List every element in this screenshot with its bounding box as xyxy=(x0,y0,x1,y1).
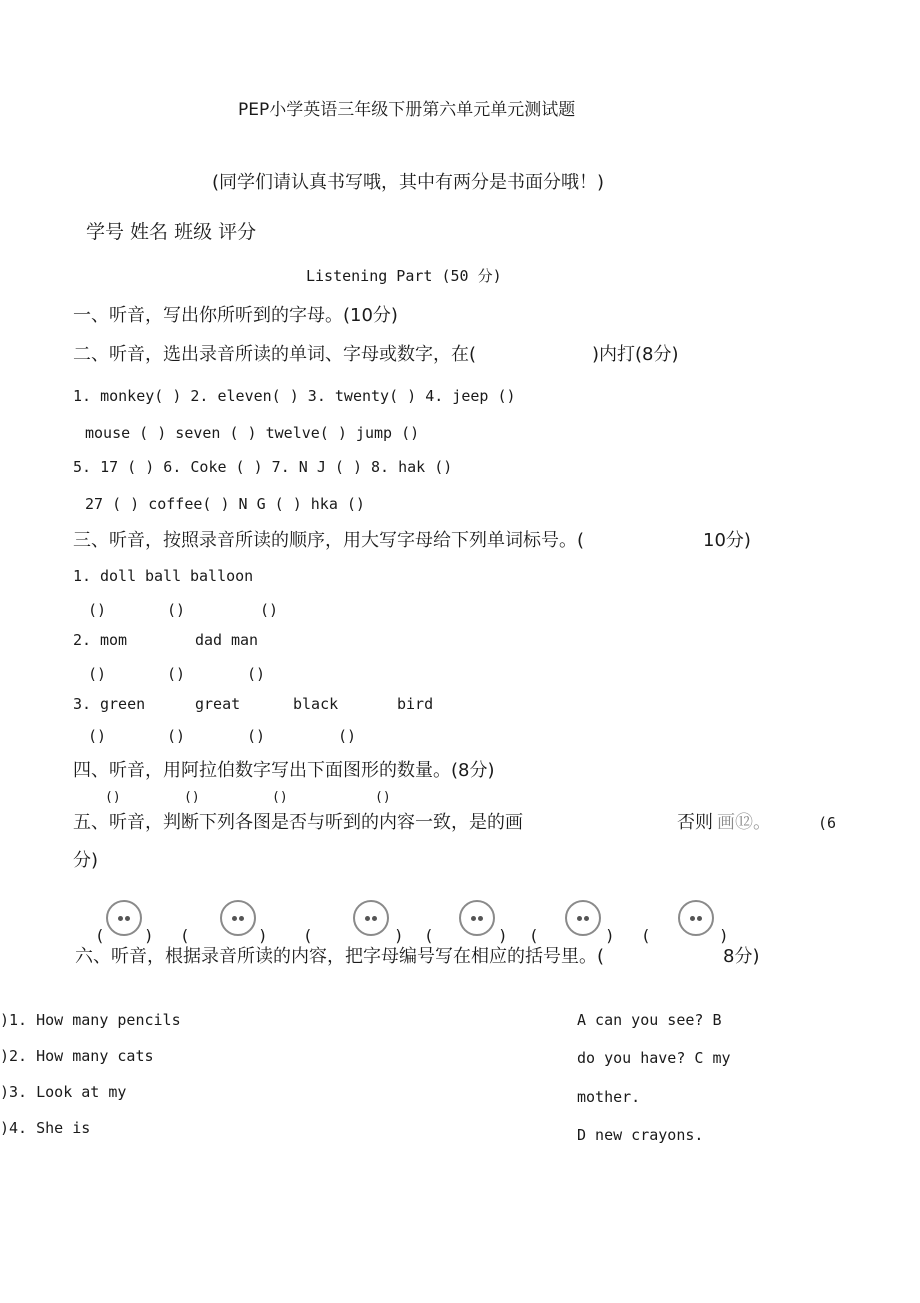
s3-row3-number: 3. xyxy=(73,695,92,713)
smiley-face-icon xyxy=(353,900,389,936)
listening-part-header: Listening Part (50 分) xyxy=(306,267,502,285)
section-5-heading-left: 五、听音，判断下列各图是否与听到的内容一致，是的画 xyxy=(73,812,523,833)
close-paren: ) xyxy=(144,926,154,945)
section-4-heading: 四、听音，用阿拉伯数字写出下面图形的数量。(8分) xyxy=(73,760,495,781)
answer-parens: () xyxy=(167,665,186,683)
section-5-heading-line2: 分) xyxy=(73,850,99,871)
page-title: PEP小学英语三年级下册第六单元单元测试题 xyxy=(238,100,576,120)
close-paren: ) xyxy=(498,926,508,945)
match-right-line-1: A can you see? B xyxy=(577,1011,722,1029)
s3-word-man: man xyxy=(231,631,259,649)
section-2-line-2: mouse ( ) seven ( ) twelve( ) jump () xyxy=(85,424,420,442)
match-right-line-3: mother. xyxy=(577,1088,641,1106)
s3-word-green: green xyxy=(100,695,146,713)
answer-parens: () xyxy=(88,601,107,619)
match-left-item-2: )2. How many cats xyxy=(0,1047,154,1065)
section-6-heading-left: 六、听音，根据录音所读的内容，把字母编号写在相应的括号里。( xyxy=(75,946,605,967)
match-left-item-3: )3. Look at my xyxy=(0,1083,127,1101)
s3-word-bird: bird xyxy=(397,695,434,713)
s3-row1-number: 1. xyxy=(73,567,92,585)
section-2-line-3: 5. 17 ( ) 6. Coke ( ) 7. N J ( ) 8. hak () xyxy=(73,458,453,476)
s3-word-ball: ball xyxy=(145,567,182,585)
smiley-face-icon xyxy=(220,900,256,936)
open-paren: ( xyxy=(180,926,190,945)
s3-word-black: black xyxy=(293,695,339,713)
section-3-heading-right: 10分) xyxy=(703,530,751,551)
answer-parens: () xyxy=(167,601,186,619)
section-2-line-1: 1. monkey( ) 2. eleven( ) 3. twenty( ) 4. jeep () xyxy=(73,387,516,405)
section-5-heading-right: (6 xyxy=(818,814,837,832)
s3-word-balloon: balloon xyxy=(190,567,254,585)
open-paren: ( xyxy=(529,926,539,945)
open-paren: ( xyxy=(424,926,434,945)
s3-word-great: great xyxy=(195,695,241,713)
close-paren: ) xyxy=(605,926,615,945)
close-paren: ) xyxy=(258,926,268,945)
match-right-line-2: do you have? C my xyxy=(577,1049,731,1067)
open-paren: ( xyxy=(95,926,105,945)
smiley-face-icon xyxy=(678,900,714,936)
close-paren: ) xyxy=(719,926,729,945)
answer-parens: () xyxy=(338,727,357,745)
section-2-heading-left: 二、听音，选出录音所读的单词、字母或数字，在( xyxy=(73,344,477,365)
section-3-heading-left: 三、听音，按照录音所读的顺序，用大写字母给下列单词标号。( xyxy=(73,530,585,551)
answer-parens: () xyxy=(184,790,200,805)
match-left-item-1: )1. How many pencils xyxy=(0,1011,181,1029)
student-info-line: 学号 姓名 班级 评分 xyxy=(86,221,257,243)
section-5-heading-mid-a: 否则 xyxy=(677,812,713,833)
s3-word-doll: doll xyxy=(100,567,137,585)
smiley-face-icon xyxy=(565,900,601,936)
answer-parens: () xyxy=(272,790,288,805)
section-6-heading-right: 8分) xyxy=(723,946,760,967)
answer-parens: () xyxy=(375,790,391,805)
smiley-face-icon xyxy=(106,900,142,936)
answer-parens: () xyxy=(88,665,107,683)
match-left-item-4: )4. She is xyxy=(0,1119,91,1137)
s3-row2-number: 2. xyxy=(73,631,92,649)
answer-parens: () xyxy=(167,727,186,745)
open-paren: ( xyxy=(641,926,651,945)
section-2-line-4: 27 ( ) coffee( ) N G ( ) hka () xyxy=(85,495,365,513)
s3-word-mom: mom xyxy=(100,631,128,649)
close-paren: ) xyxy=(394,926,404,945)
answer-parens: () xyxy=(88,727,107,745)
section-2-heading-right: )内打(8分) xyxy=(592,344,679,365)
answer-parens: () xyxy=(105,790,121,805)
smiley-face-icon xyxy=(459,900,495,936)
s3-word-dad: dad xyxy=(195,631,223,649)
section-1-heading: 一、听音，写出你所听到的字母。(10分) xyxy=(73,305,398,326)
answer-parens: () xyxy=(247,665,266,683)
answer-parens: () xyxy=(247,727,266,745)
answer-parens: () xyxy=(260,601,279,619)
subtitle: (同学们请认真书写哦，其中有两分是书面分哦！) xyxy=(212,172,605,193)
section-5-heading-mid-b: 画⑫。 xyxy=(717,812,771,833)
open-paren: ( xyxy=(303,926,313,945)
match-right-line-4: D new crayons. xyxy=(577,1126,704,1144)
